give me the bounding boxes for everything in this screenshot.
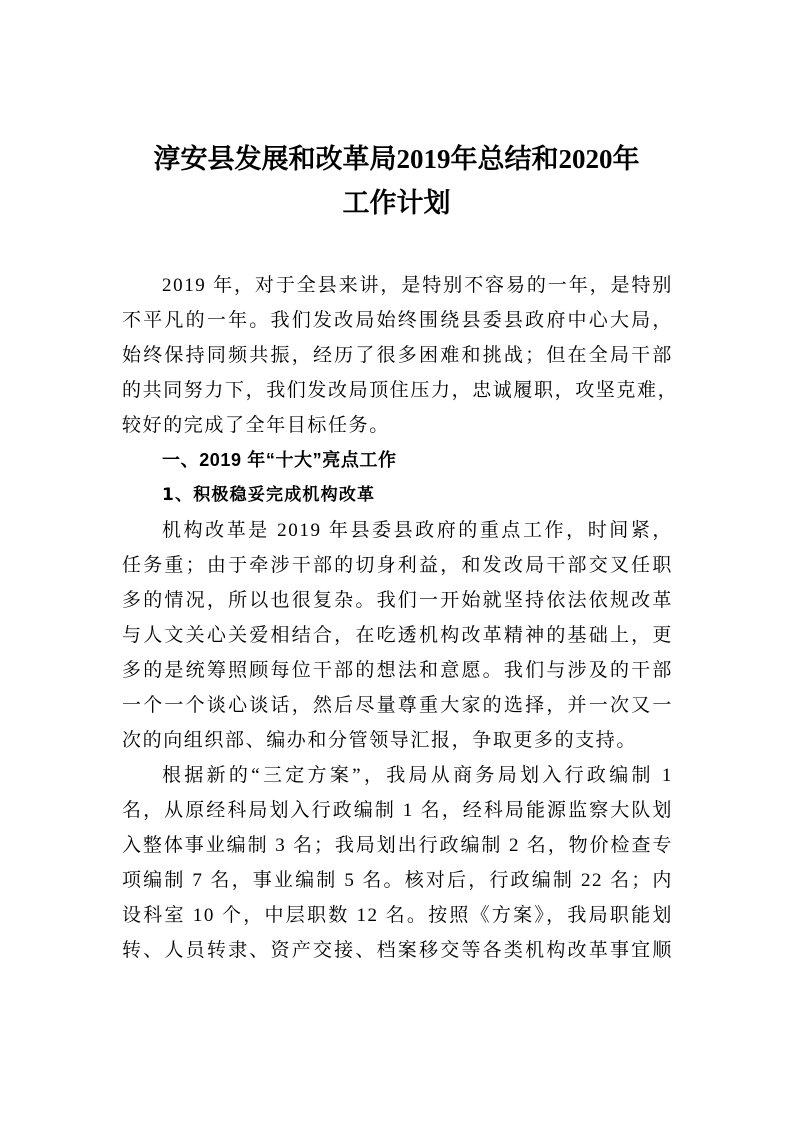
body-paragraph-2 (122, 758, 673, 968)
paragraph-line: 设科室 10 个，中层职数 12 名。按照《方案》，我局职能划 (122, 905, 673, 926)
paragraph-line: 2019 年，对于全县来讲，是特别不容易的一年，是特别 (162, 275, 673, 296)
paragraph-line: 多的是统筹照顾每位干部的想法和意愿。我们与涉及的干部 (122, 660, 673, 681)
subsection-heading: 1、积极稳妥完成机构改革 (162, 485, 376, 505)
paragraph-line: 根据新的“三定方案”，我局从商务局划入行政编制 1 (162, 765, 673, 786)
paragraph-line: 较好的完成了全年目标任务。 (122, 415, 390, 436)
paragraph-line: 不平凡的一年。我们发改局始终围绕县委县政府中心大局， (122, 310, 673, 331)
paragraph-line: 项编制 7 名，事业编制 5 名。核对后，行政编制 22 名；内 (122, 870, 673, 891)
paragraph-line: 入整体事业编制 3 名；我局划出行政编制 2 名，物价检查专 (122, 835, 673, 856)
paragraph-line: 转、人员转隶、资产交接、档案移交等各类机构改革事宜顺 (122, 940, 673, 961)
document-title (100, 137, 693, 225)
title-line-2: 工作计划 (342, 188, 451, 218)
paragraph-line: 任务重；由于牵涉干部的切身利益，和发改局干部交叉任职 (122, 555, 673, 576)
paragraph-line: 名，从原经科局划入行政编制 1 名，经科局能源监察大队划 (122, 800, 673, 821)
section-heading: 一、2019 年“十大”亮点工作 (162, 450, 397, 470)
paragraph-line: 与人文关心关爱相结合，在吃透机构改革精神的基础上，更 (122, 625, 673, 646)
document-body (122, 268, 679, 968)
paragraph-line: 始终保持同频共振，经历了很多困难和挑战；但在全局干部 (122, 345, 673, 366)
paragraph-line: 的共同努力下，我们发改局顶住压力，忠诚履职，攻坚克难， (122, 380, 679, 401)
title-line-1: 淳安县发展和改革局2019年总结和2020年 (153, 144, 640, 174)
intro-paragraph (122, 268, 679, 443)
paragraph-line: 机构改革是 2019 年县委县政府的重点工作，时间紧， (162, 520, 673, 541)
paragraph-line: 多的情况，所以也很复杂。我们一开始就坚持依法依规改革 (122, 590, 673, 611)
body-paragraph-1 (122, 513, 673, 758)
paragraph-line: 一个一个谈心谈话，然后尽量尊重大家的选择，并一次又一 (122, 695, 673, 716)
paragraph-line: 次的向组织部、编办和分管领导汇报，争取更多的支持。 (122, 730, 638, 751)
